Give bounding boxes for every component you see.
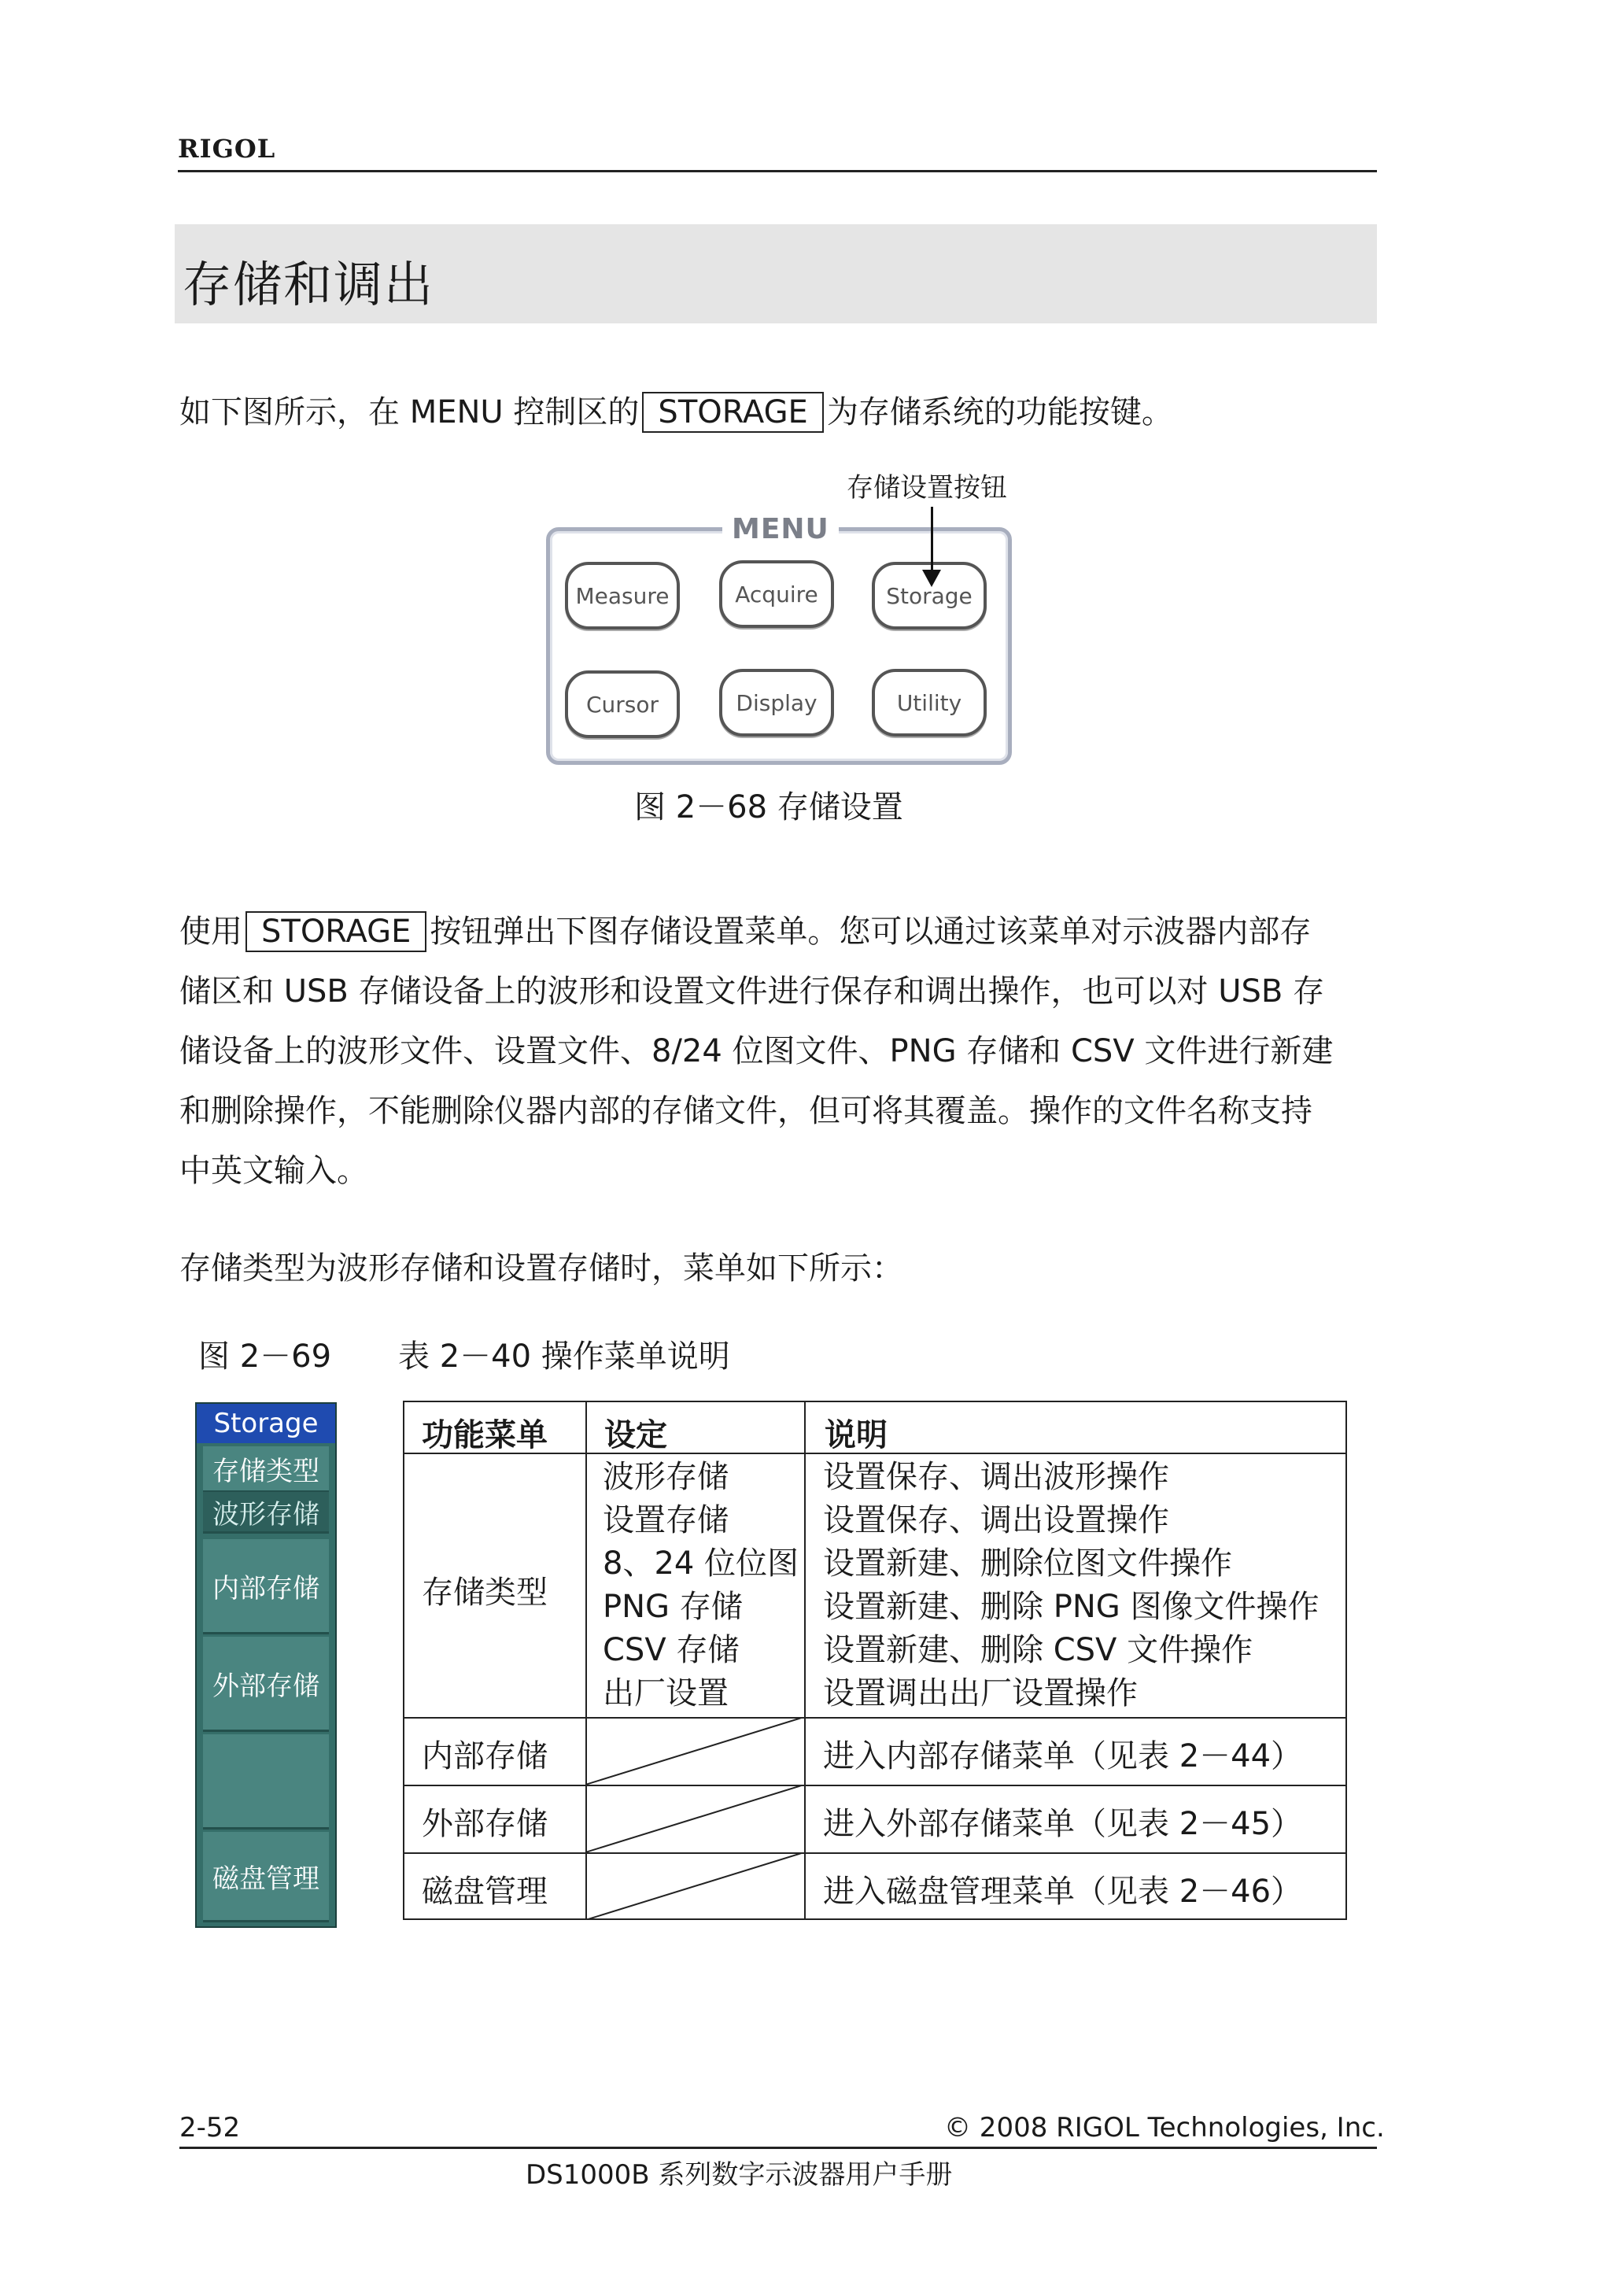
soft-menu-storage-type-value: 波形存储 bbox=[203, 1492, 329, 1534]
acquire-button[interactable]: Acquire bbox=[719, 560, 834, 628]
description-item: 设置新建、删除 PNG 图像文件操作 bbox=[823, 1589, 1320, 1625]
header-function-menu: 功能菜单 bbox=[422, 1417, 548, 1453]
table-rule bbox=[403, 1785, 1347, 1786]
diagonal-empty-cell bbox=[585, 1852, 804, 1920]
cursor-button[interactable]: Cursor bbox=[565, 670, 680, 738]
intro-paragraph bbox=[179, 382, 1379, 442]
callout-arrow-line bbox=[931, 507, 933, 574]
setting-item: 波形存储 bbox=[603, 1459, 729, 1495]
storage-button[interactable]: Storage bbox=[872, 562, 987, 630]
soft-menu-internal-storage[interactable]: 内部存储 bbox=[203, 1539, 329, 1634]
row-storage-type-settings bbox=[603, 1456, 799, 1715]
row-disk-management-desc: 进入磁盘管理菜单（见表 2－46） bbox=[823, 1874, 1303, 1910]
usage-line-4: 和删除操作，不能删除仪器内部的存储文件，但可将其覆盖。操作的文件名称支持 bbox=[179, 1093, 1312, 1129]
storage-key-label: STORAGE bbox=[642, 392, 823, 433]
description-item: 设置调出出厂设置操作 bbox=[823, 1675, 1138, 1711]
intro-before: 如下图所示，在 MENU 控制区的 bbox=[179, 394, 640, 430]
footer-rule bbox=[179, 2147, 1377, 2149]
usage-line-1: 使用 STORAGE 按钮弹出下图存储设置菜单。您可以通过该菜单对示波器内部存 bbox=[179, 902, 1379, 962]
table-rule bbox=[403, 1852, 1347, 1854]
storage-soft-menu bbox=[195, 1402, 337, 1928]
row-disk-management-menu: 磁盘管理 bbox=[422, 1874, 548, 1910]
header-setting: 设定 bbox=[604, 1417, 667, 1453]
usage-paragraph bbox=[179, 902, 1379, 1201]
soft-menu-disk-management[interactable]: 磁盘管理 bbox=[203, 1832, 329, 1922]
setting-item: 设置存储 bbox=[603, 1502, 729, 1538]
storage-key-label-2: STORAGE bbox=[245, 911, 426, 952]
measure-button[interactable]: Measure bbox=[565, 562, 680, 630]
footer-copyright: © 2008 RIGOL Technologies, Inc. bbox=[944, 2112, 1385, 2143]
header-rule bbox=[178, 170, 1377, 172]
table-rule bbox=[403, 1717, 1347, 1719]
setting-item: CSV 存储 bbox=[603, 1632, 740, 1668]
soft-menu-empty-slot[interactable] bbox=[203, 1734, 329, 1830]
row-storage-type-descriptions bbox=[823, 1456, 1319, 1715]
menu-panel-label: MENU bbox=[722, 513, 839, 545]
description-item: 设置保存、调出设置操作 bbox=[823, 1502, 1169, 1538]
display-button[interactable]: Display bbox=[719, 669, 834, 737]
storage-callout: 存储设置按钮 bbox=[847, 472, 1007, 504]
soft-menu-storage-type[interactable]: 存储类型 bbox=[203, 1446, 329, 1493]
soft-menu-external-storage[interactable]: 外部存储 bbox=[203, 1637, 329, 1732]
figure-caption-2-68: 图 2－68 存储设置 bbox=[634, 789, 903, 825]
usage-line-3: 储设备上的波形文件、设置文件、8/24 位图文件、PNG 存储和 CSV 文件进行新建 bbox=[179, 1033, 1334, 1069]
intro-after: 为存储系统的功能按键。 bbox=[826, 394, 1173, 430]
table-column-rule bbox=[804, 1401, 806, 1920]
row-external-storage-desc: 进入外部存储菜单（见表 2－45） bbox=[823, 1806, 1303, 1842]
section-title: 存储和调出 bbox=[183, 256, 435, 313]
setting-item: 出厂设置 bbox=[603, 1675, 729, 1711]
page-number: 2-52 bbox=[179, 2112, 241, 2143]
footer-manual-title: DS1000B 系列数字示波器用户手册 bbox=[526, 2159, 953, 2191]
operation-menu-table bbox=[403, 1401, 1347, 1920]
row-internal-storage-desc: 进入内部存储菜单（见表 2－44） bbox=[823, 1738, 1303, 1774]
header-description: 说明 bbox=[825, 1417, 888, 1453]
setting-item: 8、24 位位图 bbox=[603, 1545, 799, 1582]
description-item: 设置保存、调出波形操作 bbox=[823, 1459, 1169, 1495]
description-item: 设置新建、删除 CSV 文件操作 bbox=[823, 1632, 1253, 1668]
row-internal-storage-menu: 内部存储 bbox=[422, 1738, 548, 1774]
type-note: 存储类型为波形存储和设置存储时，菜单如下所示： bbox=[179, 1250, 903, 1287]
usage-line-5: 中英文输入。 bbox=[179, 1153, 368, 1189]
diagonal-empty-cell bbox=[585, 1785, 804, 1852]
figure-label-2-69: 图 2－69 bbox=[198, 1339, 332, 1375]
setting-item: PNG 存储 bbox=[603, 1589, 743, 1625]
header-brand: RIGOL bbox=[178, 134, 276, 164]
table-caption-2-40: 表 2－40 操作菜单说明 bbox=[398, 1339, 730, 1375]
row-storage-type-menu: 存储类型 bbox=[422, 1575, 548, 1611]
row-external-storage-menu: 外部存储 bbox=[422, 1806, 548, 1842]
soft-menu-title: Storage bbox=[197, 1404, 335, 1443]
usage-line-2: 储区和 USB 存储设备上的波形和设置文件进行保存和调出操作，也可以对 USB 存 bbox=[179, 973, 1325, 1010]
diagonal-empty-cell bbox=[585, 1717, 804, 1785]
callout-arrow-head bbox=[922, 570, 941, 587]
description-item: 设置新建、删除位图文件操作 bbox=[823, 1545, 1232, 1582]
utility-button[interactable]: Utility bbox=[872, 669, 987, 737]
